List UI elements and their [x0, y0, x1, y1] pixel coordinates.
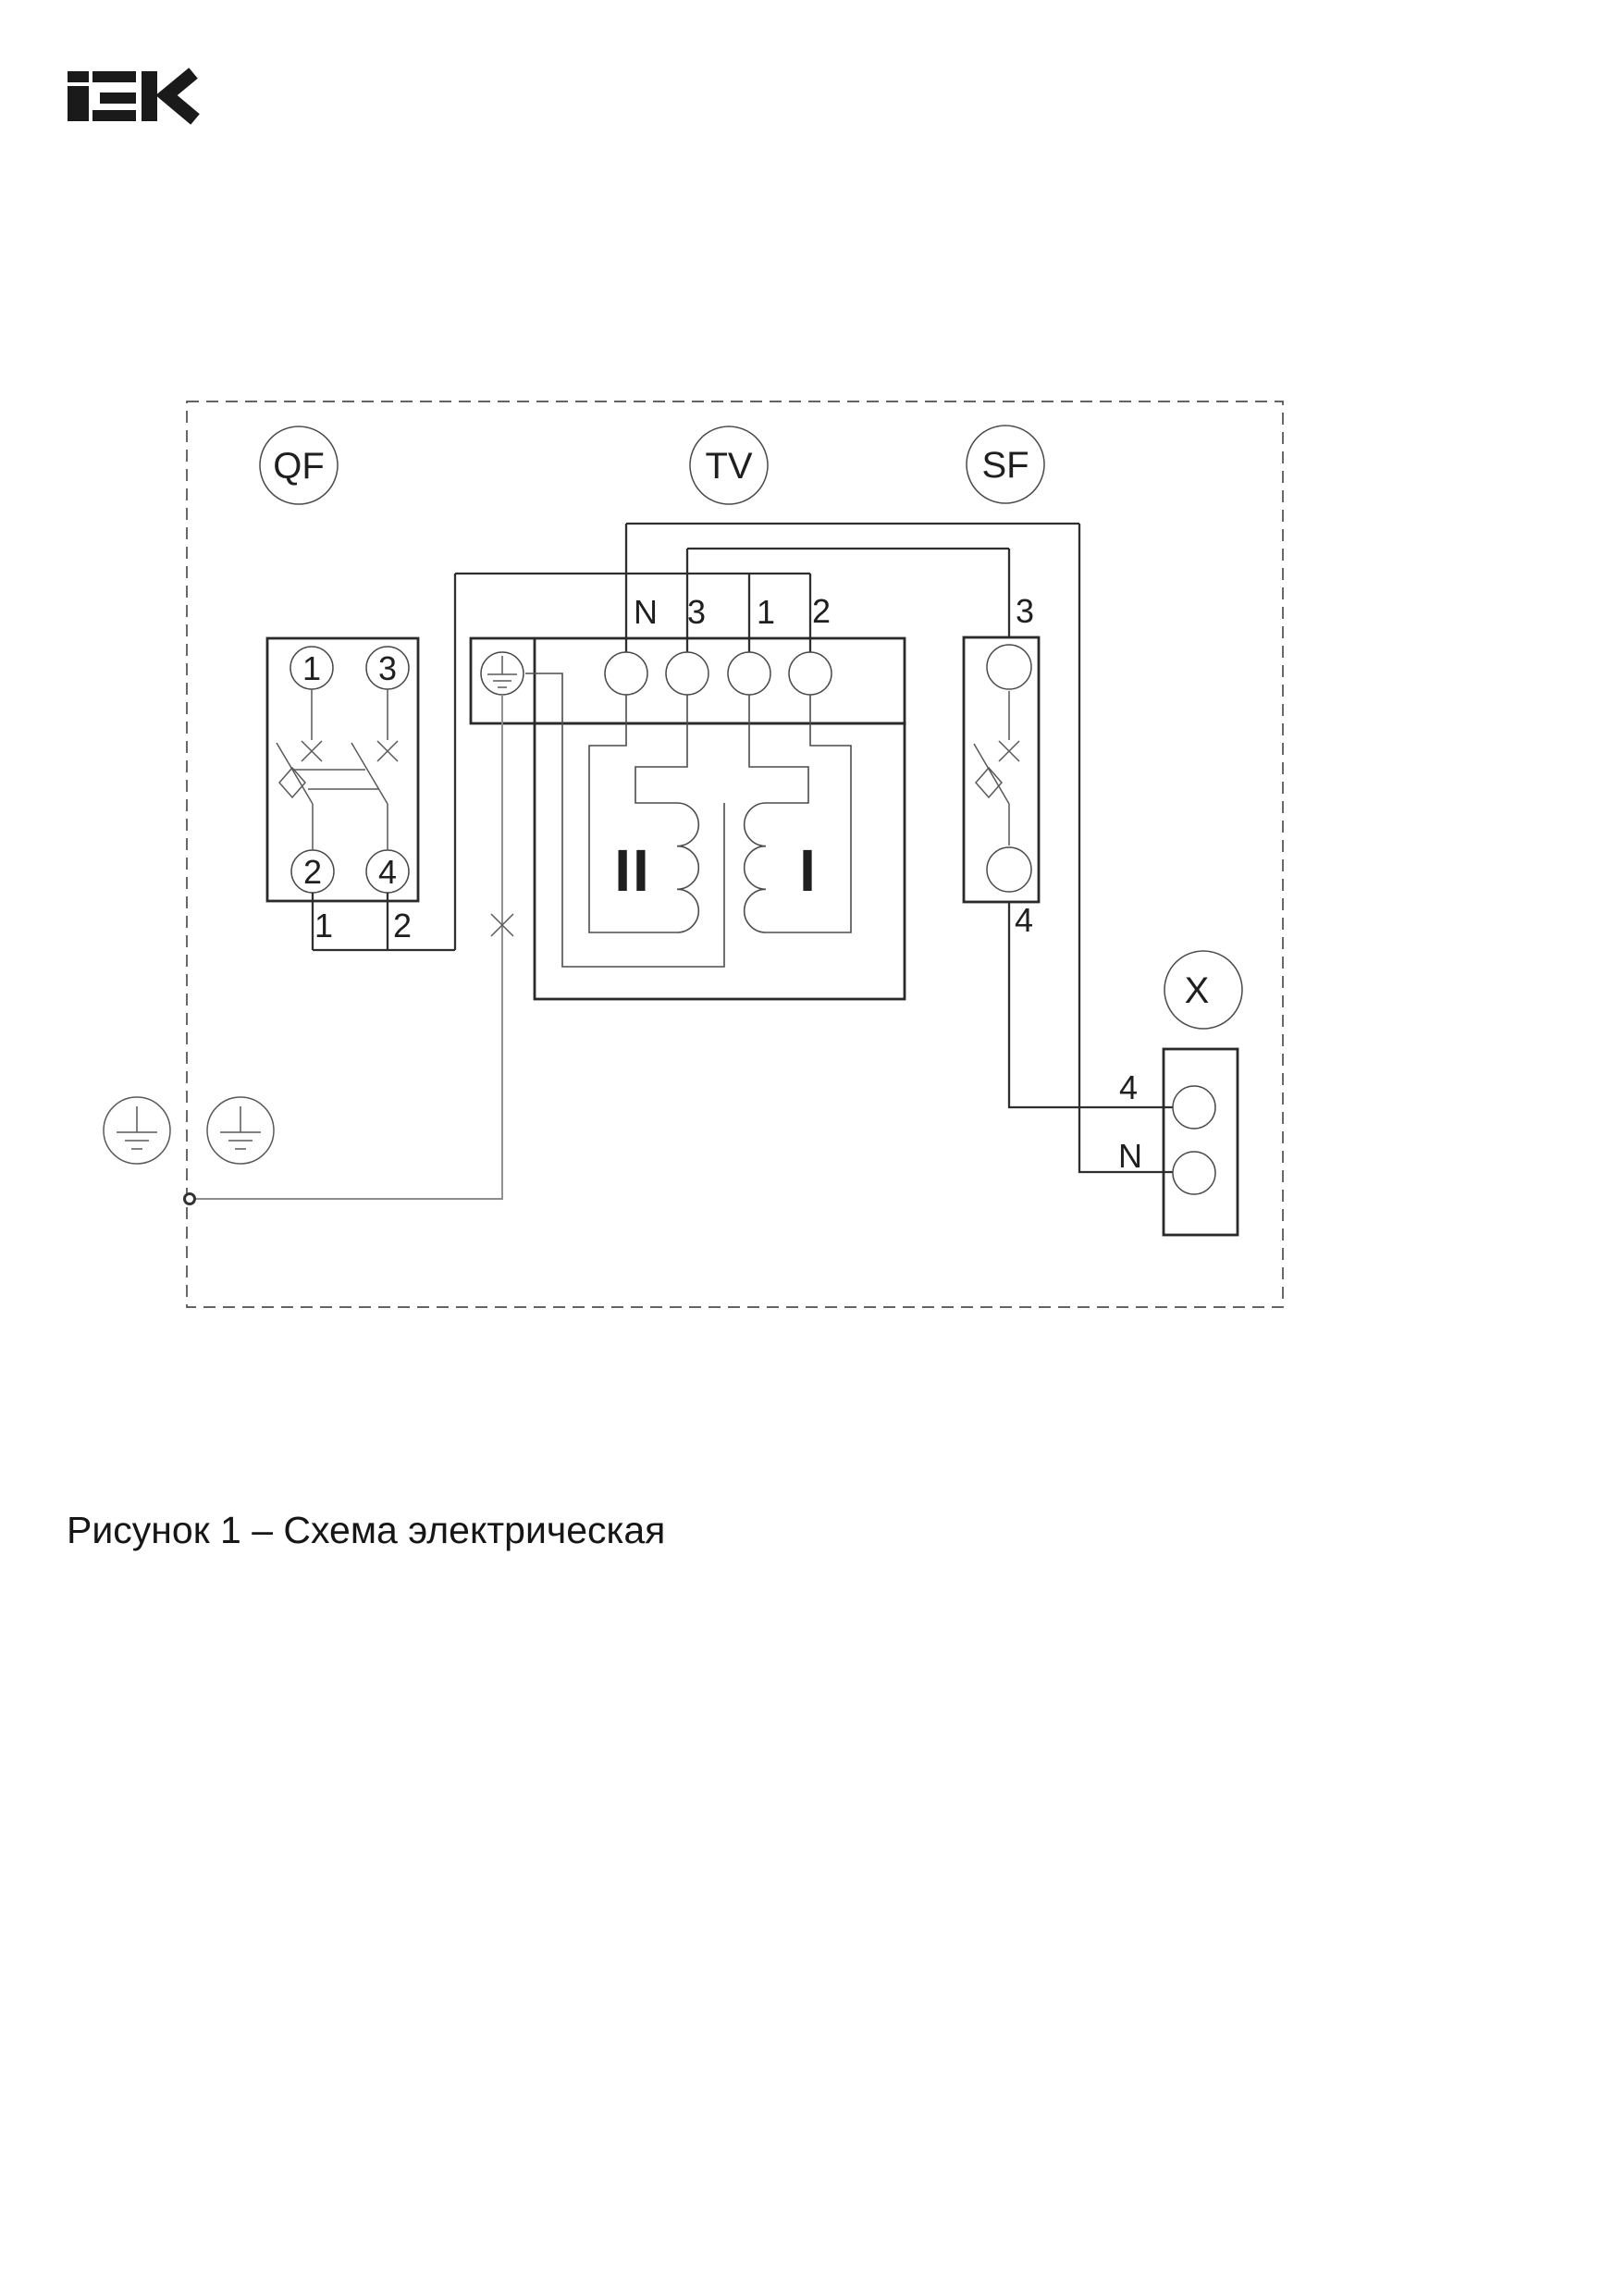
- ref-qf: [260, 426, 338, 504]
- x-terminal-block: [1118, 1049, 1238, 1235]
- tv-label-3: 3: [686, 593, 707, 631]
- sf-wire-3-label: 3: [1015, 592, 1035, 630]
- qf-terminal-3-label: 3: [377, 649, 398, 687]
- tv-label-n: N: [634, 593, 658, 631]
- contact-cross-icon: [377, 741, 398, 761]
- tv-coil-primary: [745, 803, 766, 932]
- earth-icon: [220, 1106, 261, 1149]
- ref-label-qf: QF: [273, 446, 325, 487]
- contact-cross-icon: [999, 741, 1019, 761]
- sf-contact-symbols: [974, 691, 1019, 846]
- sf-actuator-icon: [976, 768, 1002, 797]
- qf-wire-1-label: 1: [314, 907, 334, 944]
- qf-linkage-bar: [293, 770, 379, 789]
- earth-icon: [117, 1106, 157, 1149]
- tv-transformer: [471, 592, 905, 999]
- qf-terminal-4-label: 4: [377, 853, 398, 891]
- wire-sf-to-x: [1009, 902, 1173, 1107]
- ref-label-x: X: [1184, 970, 1210, 1011]
- ref-sf: [967, 426, 1044, 503]
- contact-cross-icon: [302, 741, 322, 761]
- ground-symbol-left: [104, 1097, 170, 1164]
- qf-terminal-2-label: 2: [302, 853, 323, 891]
- qf-wire-2-label: 2: [392, 907, 413, 944]
- tv-winding-secondary-label: II: [614, 837, 651, 904]
- iek-logo: [68, 71, 195, 121]
- x-row-n-label: N: [1118, 1137, 1142, 1175]
- sf-switch: [964, 592, 1039, 939]
- ref-label-tv: TV: [705, 446, 753, 487]
- qf-breaker: [267, 638, 455, 950]
- sf-terminal-bottom: [987, 847, 1031, 892]
- earth-icon: [487, 656, 517, 687]
- tv-coil-secondary: [677, 803, 698, 932]
- x-terminal-n: [1173, 1152, 1215, 1194]
- sf-wire-4-label: 4: [1014, 901, 1034, 939]
- tv-terminal-1: [728, 652, 770, 695]
- tv-label-1: 1: [756, 593, 776, 631]
- tv-label-2: 2: [811, 592, 832, 630]
- tv-terminal-n: [605, 652, 647, 695]
- ref-x: [1164, 951, 1242, 1029]
- tv-primary-wire-1: [749, 695, 808, 803]
- x-block-box: [1164, 1049, 1238, 1235]
- tv-terminal-2: [789, 652, 832, 695]
- tv-body-box: [535, 723, 905, 999]
- pe-enclosure-junction: [185, 1194, 195, 1204]
- ref-label-sf: SF: [981, 445, 1029, 486]
- tv-terminal-3: [666, 652, 708, 695]
- qf-contact-symbols: [277, 689, 398, 850]
- tv-winding-primary-label: I: [799, 837, 818, 904]
- sf-terminal-top: [987, 645, 1031, 689]
- sf-box: [964, 637, 1039, 902]
- figure-caption: Рисунок 1 – Схема электрическая: [67, 1509, 666, 1551]
- x-terminal-4: [1173, 1086, 1215, 1129]
- x-row-4-label: 4: [1118, 1068, 1139, 1106]
- ground-symbol-right: [207, 1097, 274, 1164]
- tv-secondary-wire-3: [635, 695, 687, 803]
- ref-tv: [690, 426, 768, 504]
- qf-actuator-icon: [279, 768, 305, 797]
- qf-terminal-1-label: 1: [302, 649, 322, 687]
